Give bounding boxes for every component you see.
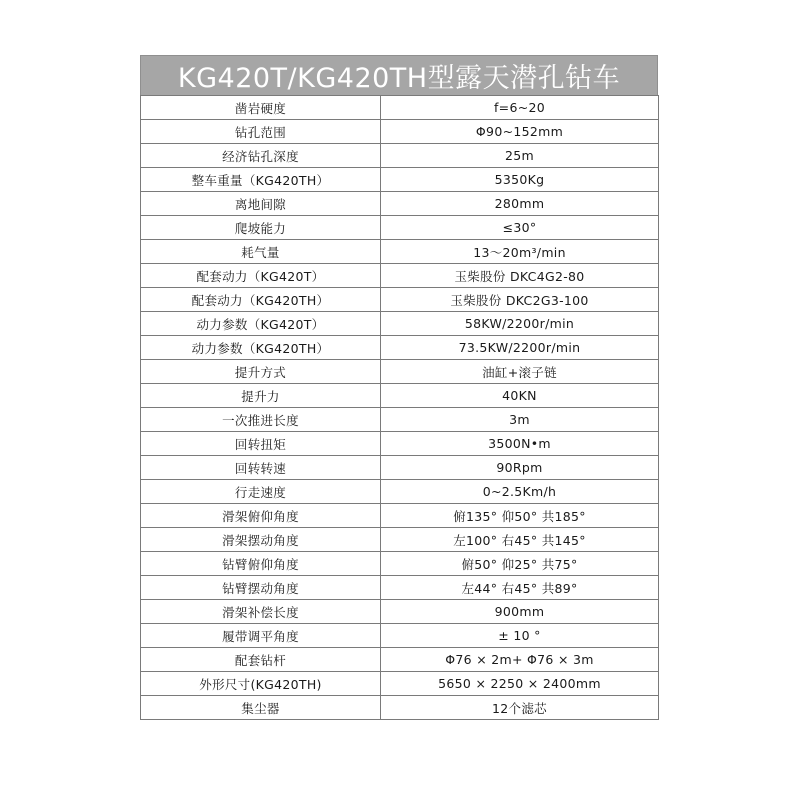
spec-value: 3500N•m	[381, 432, 659, 456]
spec-value: 280mm	[381, 192, 659, 216]
spec-row	[141, 144, 659, 168]
spec-row	[141, 384, 659, 408]
spec-value: 5350Kg	[381, 168, 659, 192]
spec-row	[141, 528, 659, 552]
spec-label: 外形尺寸(KG420TH)	[141, 672, 381, 696]
spec-value: f=6~20	[381, 96, 659, 120]
spec-row	[141, 264, 659, 288]
spec-row	[141, 120, 659, 144]
spec-row	[141, 648, 659, 672]
spec-label: 经济钻孔深度	[141, 144, 381, 168]
spec-row	[141, 552, 659, 576]
spec-label: 行走速度	[141, 480, 381, 504]
spec-value: 25m	[381, 144, 659, 168]
spec-label: 配套钻杆	[141, 648, 381, 672]
spec-value: 900mm	[381, 600, 659, 624]
spec-label: 动力参数（KG420TH）	[141, 336, 381, 360]
spec-label: 提升方式	[141, 360, 381, 384]
spec-row	[141, 336, 659, 360]
spec-label: 凿岩硬度	[141, 96, 381, 120]
spec-row	[141, 312, 659, 336]
spec-value: Φ76 × 2m+ Φ76 × 3m	[381, 648, 659, 672]
spec-row	[141, 696, 659, 720]
spec-value: 0~2.5Km/h	[381, 480, 659, 504]
spec-row	[141, 288, 659, 312]
spec-row	[141, 672, 659, 696]
spec-label: 滑架摆动角度	[141, 528, 381, 552]
spec-value: 俯50° 仰25° 共75°	[381, 552, 659, 576]
spec-table	[140, 95, 659, 720]
spec-label: 滑架补偿长度	[141, 600, 381, 624]
spec-row	[141, 168, 659, 192]
spec-value: 玉柴股份 DKC2G3-100	[381, 288, 659, 312]
spec-row	[141, 456, 659, 480]
spec-label: 配套动力（KG420TH）	[141, 288, 381, 312]
spec-value: 58KW/2200r/min	[381, 312, 659, 336]
spec-value: 3m	[381, 408, 659, 432]
spec-value: 73.5KW/2200r/min	[381, 336, 659, 360]
spec-value: 90Rpm	[381, 456, 659, 480]
spec-value: 左44° 右45° 共89°	[381, 576, 659, 600]
spec-label: 动力参数（KG420T）	[141, 312, 381, 336]
spec-row	[141, 360, 659, 384]
spec-title: KG420T/KG420TH型露天潜孔钻车	[140, 55, 658, 95]
spec-label: 回转转速	[141, 456, 381, 480]
spec-label: 耗气量	[141, 240, 381, 264]
spec-row	[141, 96, 659, 120]
spec-row	[141, 600, 659, 624]
spec-row	[141, 192, 659, 216]
spec-row	[141, 576, 659, 600]
spec-value: 5650 × 2250 × 2400mm	[381, 672, 659, 696]
spec-label: 配套动力（KG420T）	[141, 264, 381, 288]
spec-label: 钻臂俯仰角度	[141, 552, 381, 576]
spec-value: 玉柴股份 DKC4G2-80	[381, 264, 659, 288]
spec-value: 40KN	[381, 384, 659, 408]
spec-label: 一次推进长度	[141, 408, 381, 432]
spec-row	[141, 240, 659, 264]
spec-value: 左100° 右45° 共145°	[381, 528, 659, 552]
spec-label: 钻臂摆动角度	[141, 576, 381, 600]
spec-value: 12个滤芯	[381, 696, 659, 720]
spec-value: 油缸+滚子链	[381, 360, 659, 384]
spec-label: 履带调平角度	[141, 624, 381, 648]
spec-label: 集尘器	[141, 696, 381, 720]
spec-row	[141, 432, 659, 456]
spec-label: 整车重量（KG420TH）	[141, 168, 381, 192]
spec-table-body	[141, 96, 659, 720]
spec-value: 俯135° 仰50° 共185°	[381, 504, 659, 528]
spec-value: 13～20m³/min	[381, 240, 659, 264]
spec-label: 提升力	[141, 384, 381, 408]
spec-sheet	[140, 55, 658, 720]
spec-value: ≤30°	[381, 216, 659, 240]
spec-label: 钻孔范围	[141, 120, 381, 144]
spec-label: 滑架俯仰角度	[141, 504, 381, 528]
spec-label: 爬坡能力	[141, 216, 381, 240]
spec-row	[141, 624, 659, 648]
spec-row	[141, 408, 659, 432]
spec-label: 回转扭矩	[141, 432, 381, 456]
spec-label: 离地间隙	[141, 192, 381, 216]
spec-value: ± 10 °	[381, 624, 659, 648]
spec-row	[141, 480, 659, 504]
spec-value: Φ90~152mm	[381, 120, 659, 144]
spec-row	[141, 504, 659, 528]
spec-row	[141, 216, 659, 240]
